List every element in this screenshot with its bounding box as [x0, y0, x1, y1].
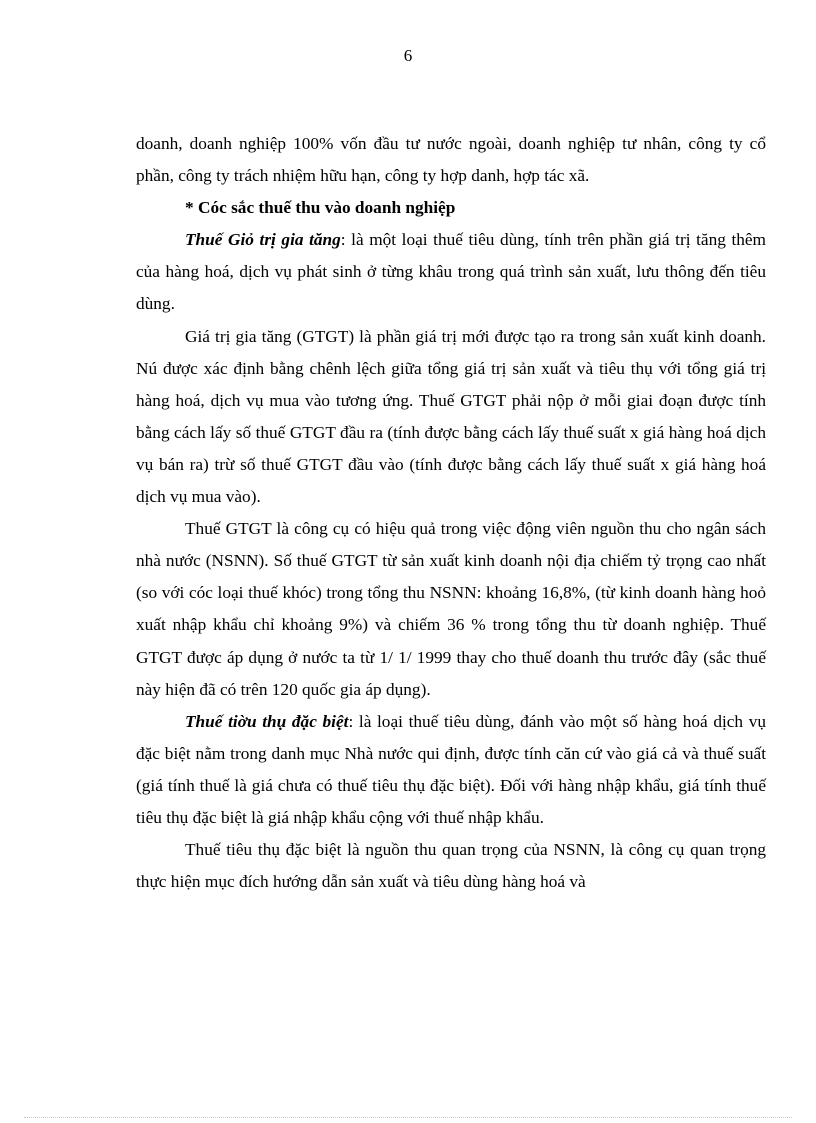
section-heading: * Cóc sắc thuế thu vào doanh nghiệp [185, 198, 456, 218]
paragraph-vat-text: : là một loại thuế tiêu dùng, tính trên phần giá trị tăng thêm của hàng hoá, dịch vụ phát sinh ở từng khâu trong quá trình sản xuất, lưu thông đến tiêu dùng. [136, 230, 766, 314]
page-number: 6 [403, 46, 413, 65]
paragraph-special-tax [136, 706, 766, 834]
page-bottom-divider [24, 1117, 792, 1118]
paragraph-vat-definition: Giá trị gia tăng (GTGT) là phần giá trị mới được tạo ra trong sản xuất kinh doanh. Nú được xác định bằng chênh lệch giữa tổng giá trị sản xuất và tiêu thụ với tổng giá trị hàng hoá, dịch vụ mua vào tương ứng. Thuế GTGT phải nộp ở mỗi giai đoạn được tính bằng cách lấy số thuế GTGT đầu ra (tính được bằng cách lấy thuế suất x giá hàng hoá dịch vụ bán ra) trừ số thuế GTGT đầu vào (tính được bằng cách lấy thuế suất x giá hàng hoá dịch vụ mua vào). [136, 326, 766, 507]
document-body [136, 128, 766, 898]
term-vat: Thuế Giỏ trị gia tăng [185, 230, 341, 250]
paragraph-special-tax-role: Thuế tiêu thụ đặc biệt là nguồn thu quan trọng của NSNN, là công cụ quan trọng thực hiện mục đích hướng dẫn sản xuất và tiêu dùng hàng hoá và [136, 840, 766, 892]
paragraph-vat [136, 224, 766, 320]
paragraph-continuation: doanh, doanh nghiệp 100% vốn đầu tư nước ngoài, doanh nghiệp tư nhân, công ty cổ phần, công ty trách nhiệm hữu hạn, công ty hợp danh, hợp tác xã. [136, 134, 766, 186]
paragraph-special-tax-text: : là loại thuế tiêu dùng, đánh vào một số hàng hoá dịch vụ đặc biệt nằm trong danh mục Nhà nước qui định, được tính căn cứ vào giá cả và thuế suất (giá tính thuế là giá chưa có thuế tiêu thụ đặc biệt). Đối với hàng nhập khẩu, giá tính thuế tiêu thụ đặc biệt là giá nhập khẩu cộng với thuế nhập khẩu. [136, 711, 766, 827]
paragraph-vat-role: Thuế GTGT là công cụ có hiệu quả trong việc động viên nguồn thu cho ngân sách nhà nước (NSNN). Số thuế GTGT từ sản xuất kinh doanh nội địa chiếm tỷ trọng cao nhất (so với cóc loại thuế khóc) trong tổng thu NSNN: khoảng 16,8%, (từ kinh doanh hàng hoỏ xuất nhập khẩu chỉ khoảng 9%) và chiếm 36 % trong tổng thu từ doanh nghiệp. Thuế GTGT được áp dụng ở nước ta từ 1/ 1/ 1999 thay cho thuế doanh thu trước đây (sắc thuế này hiện đã có trên 120 quốc gia áp dụng). [136, 519, 766, 699]
term-special-tax: Thuế tiờu thụ đặc biệt [185, 711, 349, 731]
